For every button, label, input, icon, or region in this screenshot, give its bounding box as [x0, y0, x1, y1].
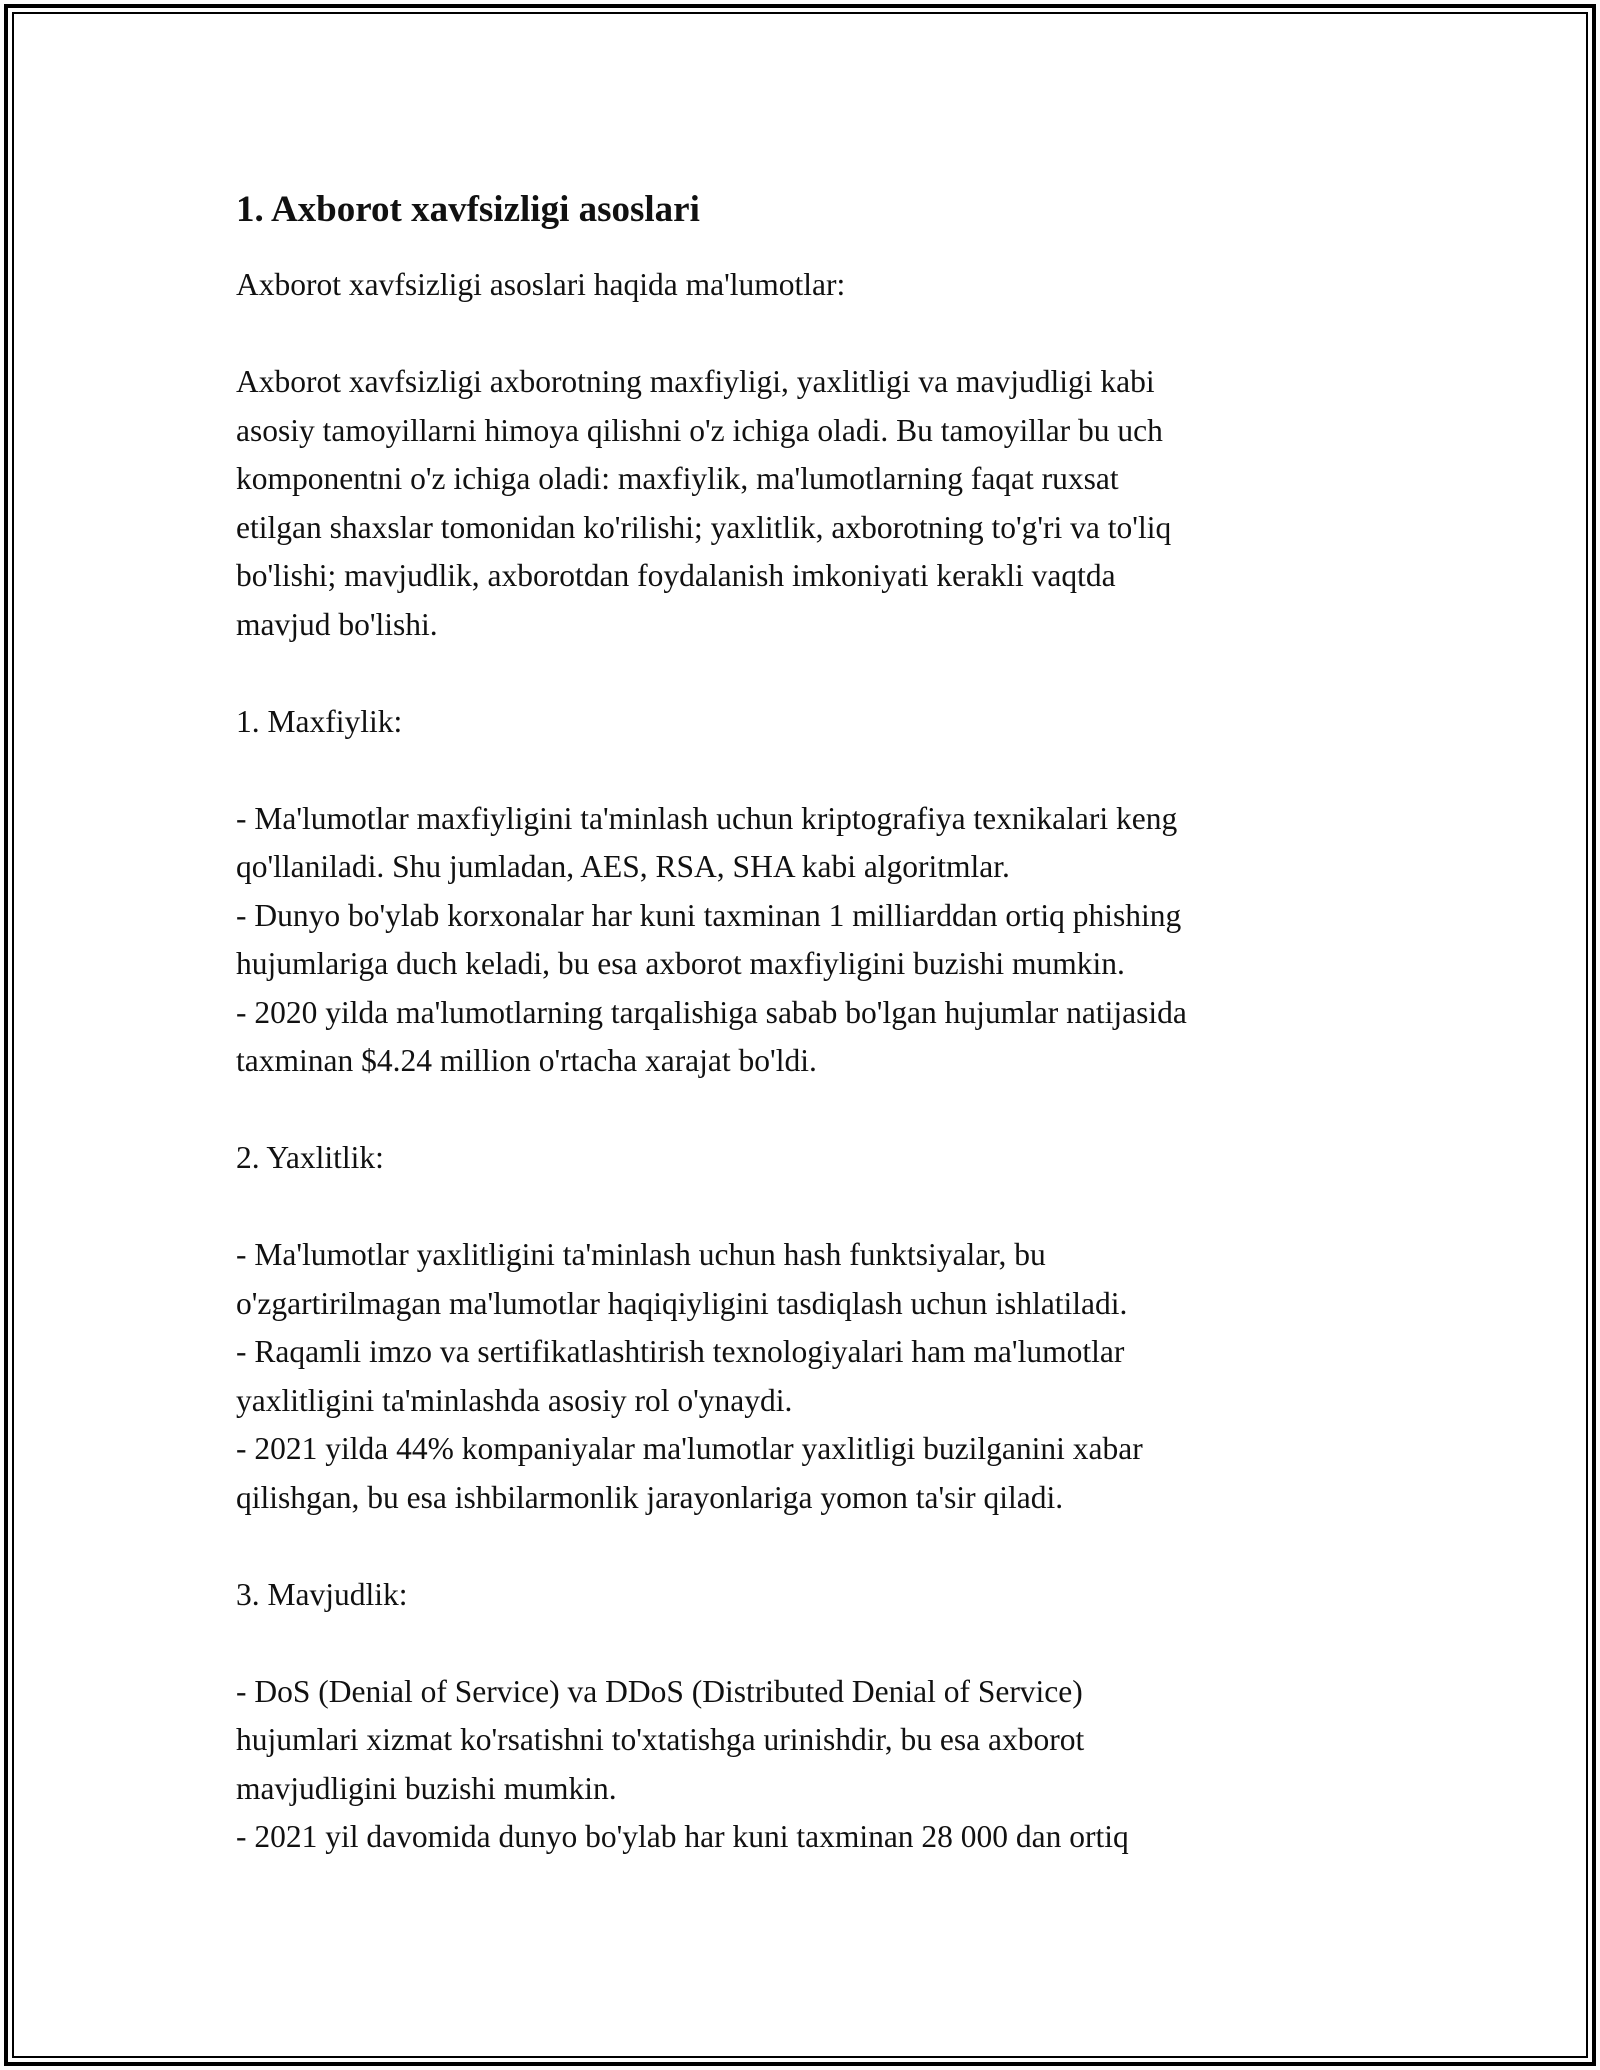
- paragraph-line: etilgan shaxslar tomonidan ko'rilishi; yaxlitlik, axborotning to'g'ri va to'liq: [236, 509, 1172, 545]
- section-heading: 2. Yaxlitlik:: [236, 1140, 384, 1175]
- blank-line: [236, 1619, 1386, 1668]
- section-yaxlitlik: [236, 1134, 1386, 1522]
- section-heading: 1. Maxfiylik:: [236, 703, 403, 739]
- section-maxfiylik: [236, 698, 1386, 1086]
- blank-line: [236, 310, 1386, 359]
- blank-line: [236, 649, 1386, 698]
- section-line: hujumlariga duch keladi, bu esa axborot maxfiyligini buzishi mumkin.: [236, 946, 1125, 981]
- document-text: [236, 261, 1386, 1862]
- section-line: - 2021 yil davomida dunyo bo'ylab har kuni taxminan 28 000 dan ortiq: [236, 1819, 1129, 1854]
- section-line: - Ma'lumotlar maxfiyligini ta'minlash uchun kriptografiya texnikalari keng: [236, 800, 1178, 836]
- blank-line: [236, 1086, 1386, 1135]
- section-line: qilishgan, bu esa ishbilarmonlik jarayonlariga yomon ta'sir qiladi.: [236, 1479, 1064, 1515]
- paragraph-line: komponentni o'z ichiga oladi: maxfiylik, ma'lumotlarning faqat ruxsat: [236, 461, 1119, 496]
- section-line: - Dunyo bo'ylab korxonalar har kuni taxminan 1 milliarddan ortiq phishing: [236, 897, 1182, 933]
- section-line: - 2021 yilda 44% kompaniyalar ma'lumotlar yaxlitligi buzilganini xabar: [236, 1431, 1143, 1466]
- paragraph-line: mavjud bo'lishi.: [236, 606, 438, 642]
- section-mavjudlik: [236, 1571, 1386, 1862]
- blank-line: [236, 1522, 1386, 1571]
- section-line: taxminan $4.24 million o'rtacha xarajat bo'ldi.: [236, 1043, 817, 1078]
- document-body: [236, 186, 1386, 1862]
- intro-paragraph: [236, 358, 1386, 649]
- section-line: - Raqamli imzo va sertifikatlashtirish texnologiyalari ham ma'lumotlar: [236, 1334, 1125, 1369]
- paragraph-line: Axborot xavfsizligi axborotning maxfiyligi, yaxlitligi va mavjudligi kabi: [236, 364, 1155, 399]
- document-title: 1. Axborot xavfsizligi asoslari: [236, 189, 700, 230]
- section-line: yaxlitligini ta'minlashda asosiy rol o'ynaydi.: [236, 1382, 793, 1418]
- section-line: hujumlari xizmat ko'rsatishni to'xtatishga urinishdir, bu esa axborot: [236, 1722, 1085, 1757]
- section-line: o'zgartirilmagan ma'lumotlar haqiqiyligini tasdiqlash uchun ishlatiladi.: [236, 1285, 1128, 1321]
- section-line: - Ma'lumotlar yaxlitligini ta'minlash uchun hash funktsiyalar, bu: [236, 1237, 1046, 1272]
- blank-line: [236, 1183, 1386, 1232]
- intro-line: Axborot xavfsizligi asoslari haqida ma'lumotlar:: [236, 267, 846, 302]
- paragraph-line: asosiy tamoyillarni himoya qilishni o'z ichiga oladi. Bu tamoyillar bu uch: [236, 412, 1163, 448]
- paragraph-line: bo'lishi; mavjudlik, axborotdan foydalanish imkoniyati kerakli vaqtda: [236, 558, 1116, 593]
- blank-line: [236, 746, 1386, 795]
- section-line: qo'llaniladi. Shu jumladan, AES, RSA, SHA kabi algoritmlar.: [236, 849, 1010, 884]
- section-line: mavjudligini buzishi mumkin.: [236, 1770, 617, 1806]
- section-heading: 3. Mavjudlik:: [236, 1576, 408, 1612]
- section-line: - DoS (Denial of Service) va DDoS (Distributed Denial of Service): [236, 1673, 1083, 1709]
- section-line: - 2020 yilda ma'lumotlarning tarqalishiga sabab bo'lgan hujumlar natijasida: [236, 994, 1187, 1030]
